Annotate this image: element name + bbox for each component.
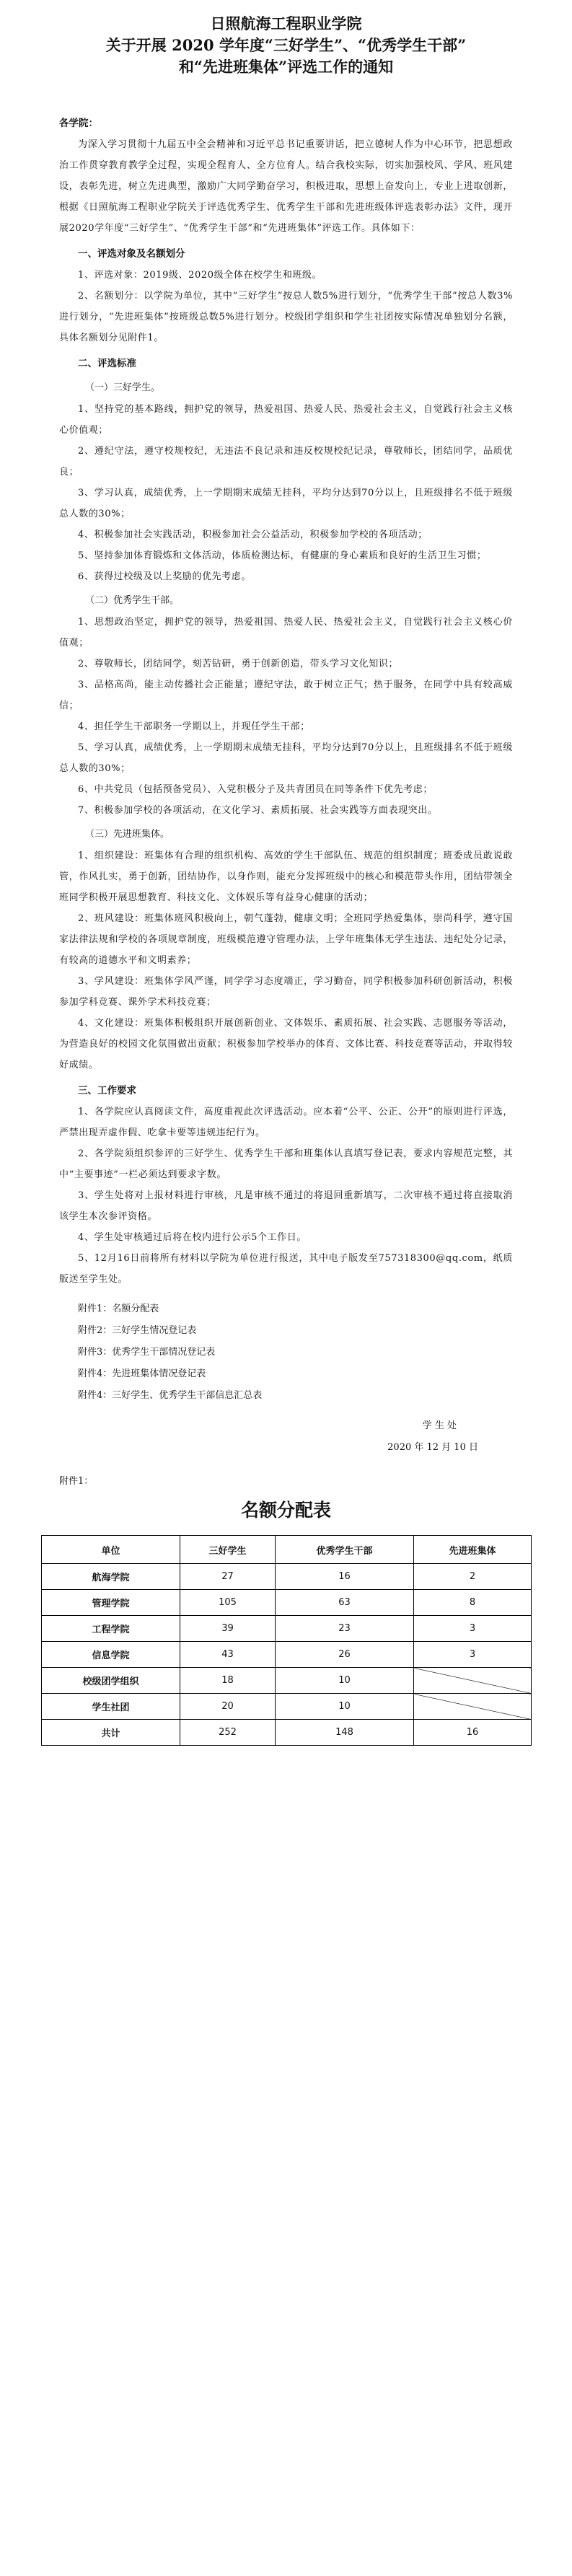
appendix-title: 名额分配表	[240, 1500, 331, 1521]
requirement-item: 4、学生处审核通过后将在校内进行公示5个工作日。	[78, 1232, 307, 1243]
table-cell: 学生社团	[41, 1694, 180, 1720]
section-3-heading: 三、工作要求	[78, 1085, 136, 1096]
table-cell: 148	[275, 1720, 414, 1746]
subsection-heading: （一）三好学生。	[85, 382, 161, 393]
org-name: 日照航海工程职业学院	[210, 14, 362, 32]
table-row	[41, 1694, 531, 1720]
criteria-item: 4、担任学生干部职务一学期以上，并现任学生干部；	[78, 721, 310, 732]
table-row	[41, 1564, 531, 1590]
table-cell: 26	[275, 1642, 414, 1668]
requirement-item: 3、学生处将对上报材料进行审核，凡是审核不通过的将退回重新填写，二次审核不通过将直接取消该学生本次参评资格。	[59, 1190, 513, 1222]
section-2-heading: 二、评选标准	[78, 358, 136, 369]
table-total-row	[41, 1720, 531, 1746]
column-header: 三好学生	[180, 1536, 275, 1564]
criteria-item: 4、积极参加社会实践活动，积极参加社会公益活动，积极参加学校的各项活动；	[78, 529, 428, 540]
attachment-item: 附件2：三好学生情况登记表	[78, 1325, 197, 1336]
intro-paragraph: 为深入学习贯彻十九届五中全会精神和习近平总书记重要讲话，把立德树人作为中心环节，把思想政治工作贯穿教育教学全过程，实现全程育人、全方位育人。结合我校实际，切实加强校风、学风、班风建设，表彰先进，树立先进典型，激励广大同学勤奋学习，积极进取，思想上奋发向上，专业上进取创新，根据《日照航海工程职业学院关于评选优秀学生、优秀学生干部和先进班级体评选表彰办法》文件，现开展2020学年度“三好学生”、“优秀学生干部”和“先进班集体”评选工作。具体如下：	[59, 139, 513, 234]
column-header: 先进班集体	[414, 1536, 531, 1564]
section-1-item: 1、评选对象：2019级、2020级全体在校学生和班级。	[78, 270, 322, 281]
signature-dept: 学 生 处	[422, 1420, 457, 1431]
criteria-item: 2、遵纪守法，遵守校规校纪，无违法不良记录和违反校规校纪记录，尊敬师长，团结同学，品质优良；	[59, 446, 513, 478]
title-line-2: 和“先进班集体”评选工作的通知	[178, 58, 394, 76]
table-cell: 航海学院	[41, 1564, 180, 1590]
attachment-item: 附件3：优秀学生干部情况登记表	[78, 1347, 216, 1358]
criteria-item: 1、坚持党的基本路线，拥护党的领导，热爱祖国、热爱人民、热爱社会主义，自觉践行社会主义核心价值观；	[59, 404, 513, 436]
criteria-item: 6、获得过校级及以上奖励的优先考虑。	[78, 571, 252, 582]
section-1-heading: 一、评选对象及名额划分	[78, 248, 185, 260]
table-cell: 10	[275, 1668, 414, 1694]
requirement-item: 2、各学院须组织参评的三好学生、优秀学生干部和班集体认真填写登记表，要求内容规范完整，其中“主要事迹”一栏必须达到要求字数。	[59, 1148, 513, 1180]
requirement-item: 5、12月16日前将所有材料以学院为单位进行报送，其中电子版发至757318300@qq.com，纸质版送至学生处。	[59, 1253, 513, 1285]
table-cell: 105	[180, 1590, 275, 1616]
table-row	[41, 1642, 531, 1668]
table-cell: 252	[180, 1720, 275, 1746]
table-cell: 16	[275, 1564, 414, 1590]
table-header-row	[41, 1536, 531, 1564]
table-cell: 3	[414, 1616, 531, 1642]
criteria-item: 4、文化建设：班集体积极组织开展创新创业、文体娱乐、素质拓展、社会实践、志愿服务等活动，为营造良好的校园文化氛围做出贡献；积极参加学校举办的体育、文体比赛、科技竞赛等活动，并取得较好成绩。	[59, 1018, 513, 1071]
table-cell: 63	[275, 1590, 414, 1616]
diagonal-empty-cell	[414, 1694, 531, 1720]
criteria-item: 3、学习认真，成绩优秀，上一学期期末成绩无挂科，平均分达到70分以上，且班级排名不低于班级总人数的30%；	[59, 488, 513, 519]
subsection-heading: （二）优秀学生干部。	[85, 595, 180, 606]
table-cell: 校级团学组织	[41, 1668, 180, 1694]
criteria-item: 7、积极参加学校的各项活动，在文化学习、素质拓展、社会实践等方面表现突出。	[78, 805, 438, 816]
table-cell: 工程学院	[41, 1616, 180, 1642]
table-cell: 16	[414, 1720, 531, 1746]
table-cell: 18	[180, 1668, 275, 1694]
appendix-label: 附件1：	[59, 1476, 94, 1487]
criteria-item: 2、尊敬师长，团结同学，刻苦钻研，勇于创新创造，带头学习文化知识；	[78, 659, 399, 669]
criteria-item: 6、中共党员（包括预备党员）、入党积极分子及共青团员在同等条件下优先考虑；	[78, 784, 433, 795]
table-cell: 23	[275, 1616, 414, 1642]
table-row	[41, 1616, 531, 1642]
attachment-item: 附件4：先进班集体情况登记表	[78, 1368, 206, 1379]
salutation: 各学院：	[59, 118, 98, 129]
table-cell: 3	[414, 1642, 531, 1668]
attachment-item: 附件4：三好学生、优秀学生干部信息汇总表	[78, 1390, 263, 1401]
criteria-item: 1、思想政治坚定，拥护党的领导，热爱祖国、热爱人民、热爱社会主义，自觉践行社会主义核心价值观；	[59, 617, 513, 649]
column-header: 优秀学生干部	[275, 1536, 414, 1564]
criteria-item: 3、品格高尚，能主动传播社会正能量；遵纪守法，敢于树立正气；热于服务，在同学中具有较高威信；	[59, 680, 513, 711]
table-row	[41, 1668, 531, 1694]
table-cell: 39	[180, 1616, 275, 1642]
table-cell: 2	[414, 1564, 531, 1590]
section-1-item: 2、名额划分：以学院为单位，其中“三好学生”按总人数5%进行划分，“优秀学生干部”按总人数3%进行划分，“先进班集体”按班级总数5%进行划分。校级团学组织和学生社团按实际情况单独划分名额，具体名额划分见附件1。	[59, 291, 513, 343]
criteria-item: 2、班风建设：班集体班风积极向上，朝气蓬勃，健康文明；全班同学热爱集体，崇尚科学，遵守国家法律法规和学校的各项规章制度，班级模范遵守管理办法，上学年班集体无学生违法、违纪处分记录，有较高的道德水平和文明素养；	[59, 913, 513, 966]
attachment-item: 附件1：名额分配表	[78, 1304, 159, 1314]
title-line-1: 关于开展 2020 学年度“三好学生”、“优秀学生干部”	[105, 36, 467, 54]
column-header: 单位	[41, 1536, 180, 1564]
quota-table	[41, 1535, 532, 1746]
table-cell: 共计	[41, 1720, 180, 1746]
table-cell: 43	[180, 1642, 275, 1668]
subsection-heading: （三）先进班集体。	[85, 829, 170, 840]
diagonal-empty-cell	[414, 1668, 531, 1694]
criteria-item: 5、坚持参加体育锻炼和文体活动，体质检测达标，有健康的身心素质和良好的生活卫生习惯；	[78, 550, 487, 561]
table-cell: 8	[414, 1590, 531, 1616]
criteria-item: 3、学风建设：班集体学风严谨，同学学习态度端正，学习勤奋，同学积极参加科研创新活动，积极参加学科竞赛、课外学术科技竞赛；	[59, 976, 513, 1008]
signature-date: 2020 年 12 月 10 日	[387, 1442, 478, 1453]
table-cell: 27	[180, 1564, 275, 1590]
table-cell: 20	[180, 1694, 275, 1720]
table-cell: 管理学院	[41, 1590, 180, 1616]
table-cell: 信息学院	[41, 1642, 180, 1668]
criteria-item: 1、组织建设：班集体有合理的组织机构、高效的学生干部队伍、规范的组织制度；班委成员敢说敢管，作风扎实，勇于创新，团结协作，以身作则，能充分发挥班级中的核心和模范带头作用，团结带领全班同学积极开展思想教育、科技文化、文体娱乐等有益身心健康的活动；	[59, 850, 513, 903]
requirement-item: 1、各学院应认真阅读文件，高度重视此次评选活动。应本着“公平、公正、公开”的原则进行评选，严禁出现弄虚作假、吃拿卡要等违规违纪行为。	[59, 1107, 513, 1138]
table-row	[41, 1590, 531, 1616]
table-cell: 10	[275, 1694, 414, 1720]
criteria-item: 5、学习认真，成绩优秀，上一学期期末成绩无挂科，平均分达到70分以上，且班级排名不低于班级总人数的30%；	[59, 742, 513, 774]
